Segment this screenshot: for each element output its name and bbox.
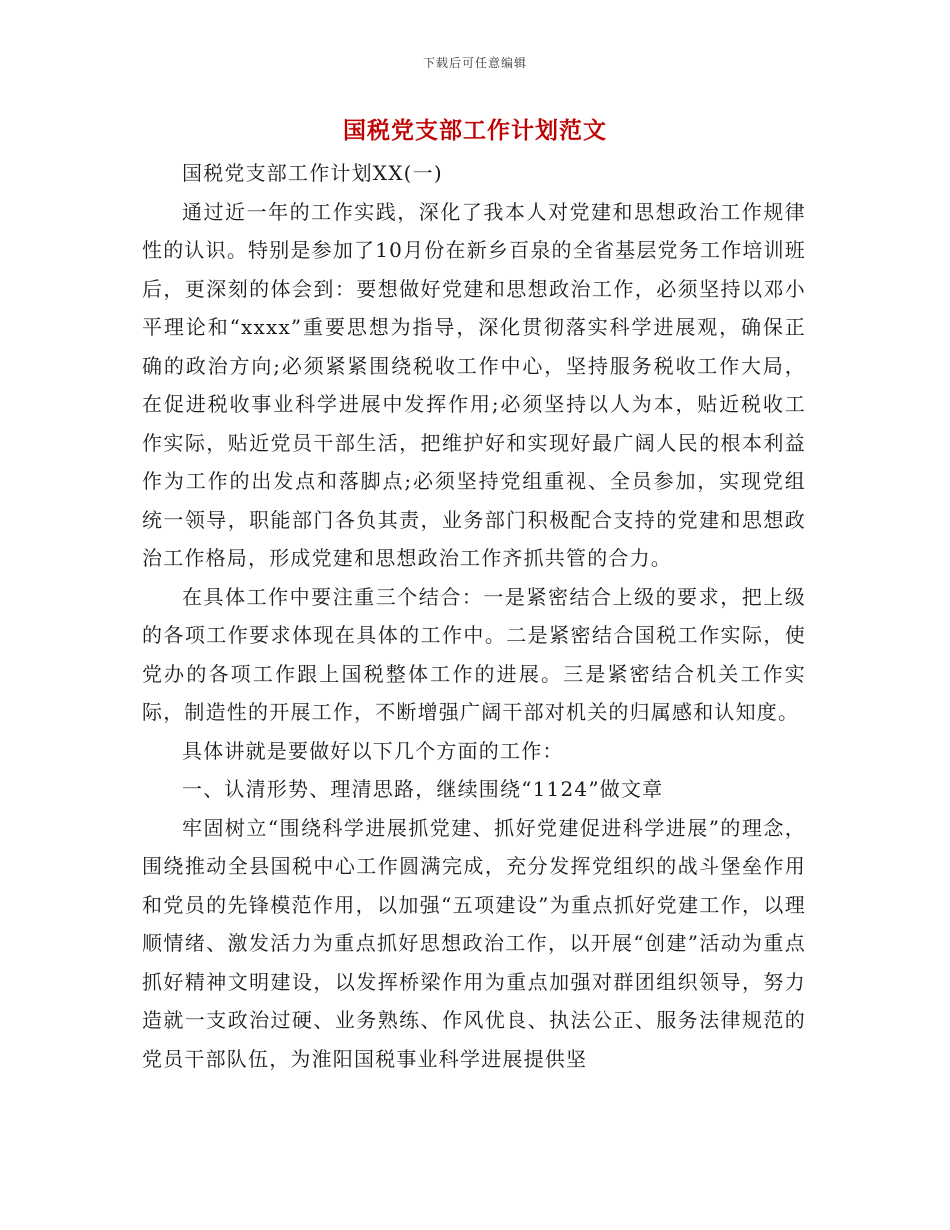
body-paragraph: 牢固树立“围绕科学进展抓党建、抓好党建促进科学进展”的理念，围绕推动全县国税中心工作圆满完成，充分发挥党组织的战斗堡垒作用和党员的先锋模范作用，以加强“五项建设”为重点抓好党建工作，以理顺情绪、激发活力为重点抓好思想政治工作，以开展“创建”活动为重点抓好精神文明建设，以发挥桥梁作用为重点加强对群团组织领导，努力造就一支政治过硬、业务熟练、作风优良、执法公正、服务法律规范的党员干部队伍，为淮阳国税事业科学进展提供坚	[142, 815, 806, 1071]
header-note: 下载后可任意编辑	[422, 56, 527, 70]
body-paragraph: 通过近一年的工作实践，深化了我本人对党建和思想政治工作规律性的认识。特别是参加了10月份在新乡百泉的全省基层党务工作培训班后，更深刻的体会到：要想做好党建和思想政治工作，必须坚持以邓小平理论和“xxxx”重要思想为指导，深化贯彻落实科学进展观，确保正确的政治方向;必须紧紧围绕税收工作中心，坚持服务税收工作大局，在促进税收事业科学进展中发挥作用;必须坚持以人为本，贴近税收工作实际，贴近党员干部生活，把维护好和实现好最广阔人民的根本利益作为工作的出发点和落脚点;必须坚持党组重视、全员参加，实现党组统一领导，职能部门各负其责，业务部门积极配合支持的党建和思想政治工作格局，形成党建和思想政治工作齐抓共管的合力。	[142, 199, 806, 570]
subtitle-paragraph: 国税党支部工作计划XX(一)	[182, 161, 443, 185]
document-title: 国税党支部工作计划范文	[343, 117, 607, 144]
body-paragraph: 在具体工作中要注重三个结合：一是紧密结合上级的要求，把上级的各项工作要求体现在具体的工作中。二是紧密结合国税工作实际，使党办的各项工作跟上国税整体工作的进展。三是紧密结合机关工作实际，制造性的开展工作，不断增强广阔干部对机关的归属感和认知度。	[142, 584, 806, 724]
document-body	[142, 154, 806, 1078]
section-heading: 一、认清形势、理清思路，继续围绕“1124”做文章	[182, 777, 664, 801]
body-paragraph: 具体讲就是要做好以下几个方面的工作：	[182, 738, 564, 763]
